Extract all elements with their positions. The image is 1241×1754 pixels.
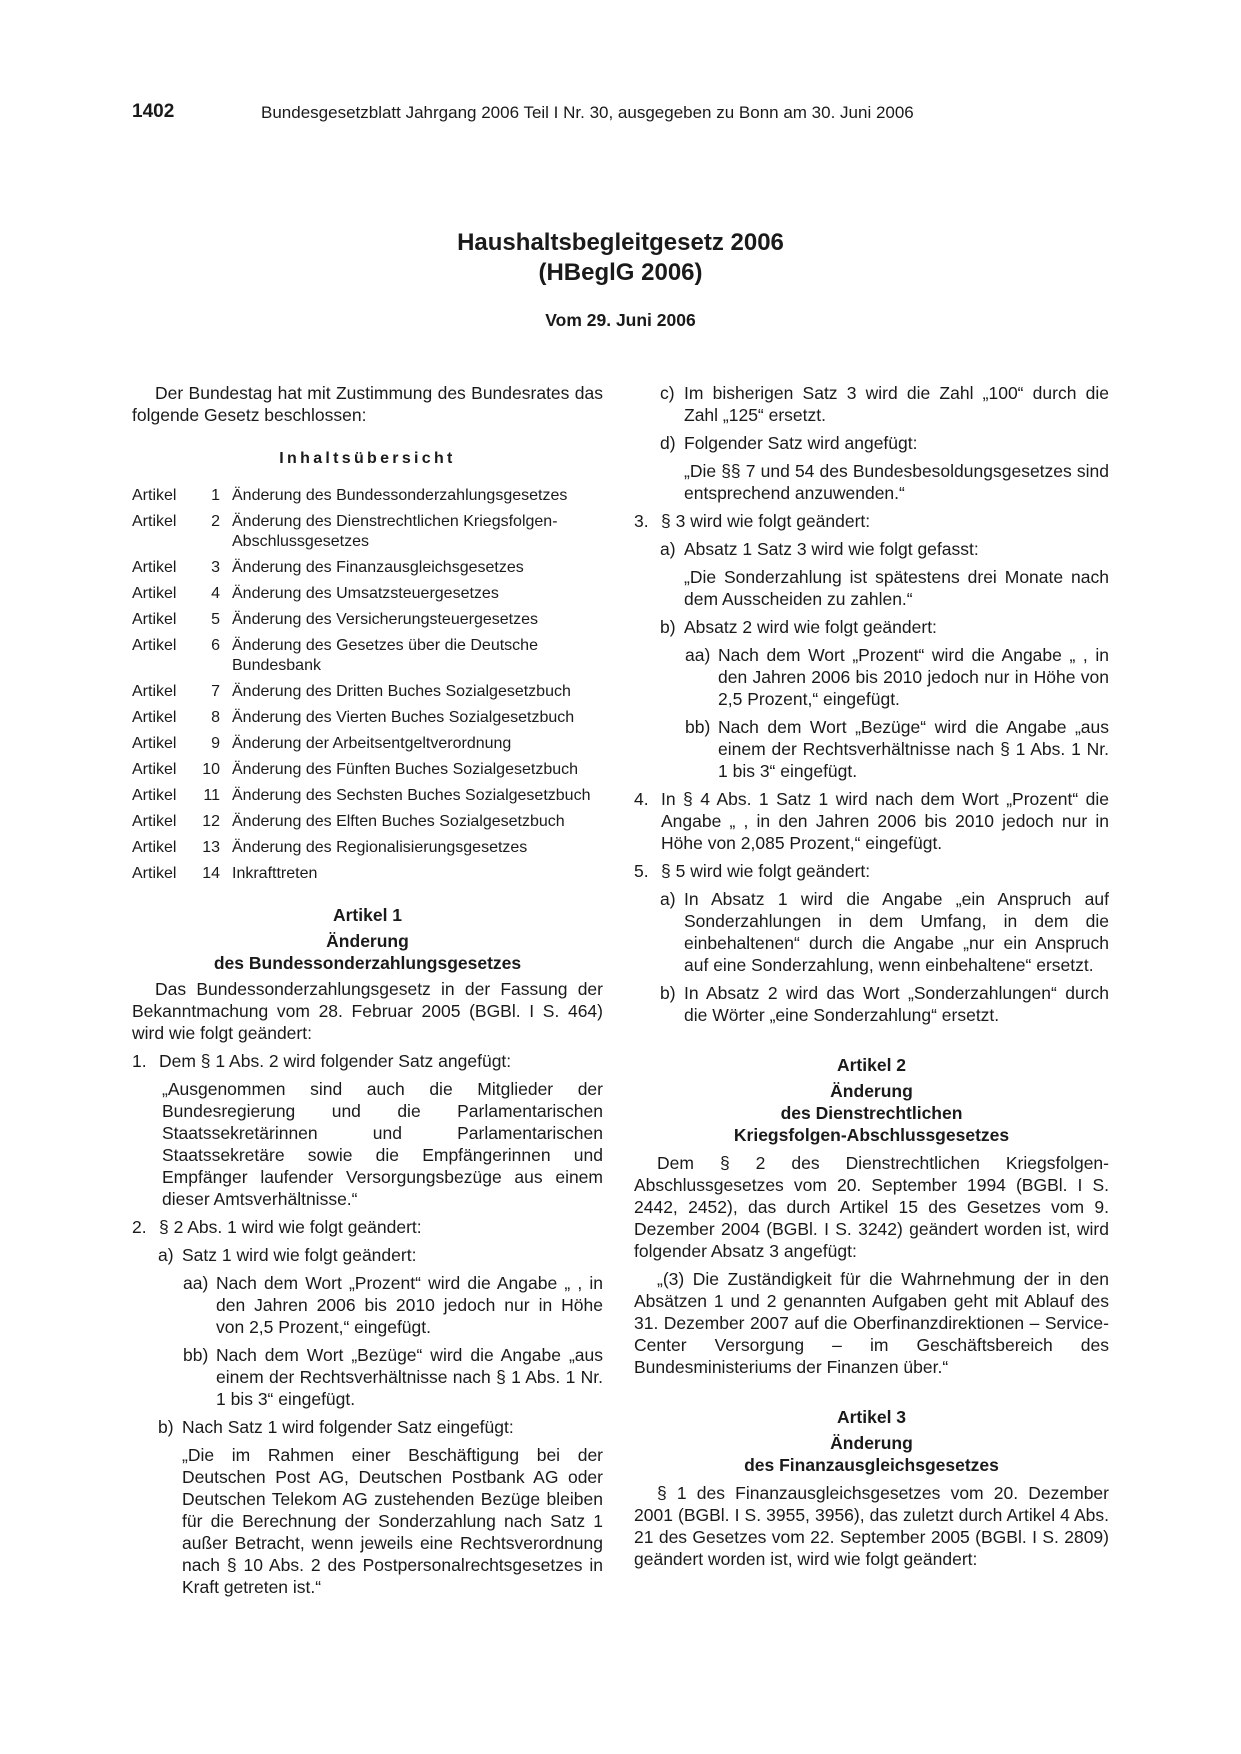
list-item: bb) Nach dem Wort „Bezüge“ wird die Angabe „aus einem der Rechtsverhältnisse nach § 1 Abs. 1 Nr. 1 bis 3“ eingefügt. [183,1345,603,1409]
list-item: b) Nach Satz 1 wird folgender Satz eingefügt: [158,1417,514,1437]
toc-entry [132,584,603,604]
quoted-text: „Die Sonderzahlung ist spätestens drei Monate nach dem Ausscheiden zu zahlen.“ [684,567,1109,609]
art1-heading: des Bundessonderzahlungsgesetzes [213,953,522,973]
art2-heading: des Dienstrechtlichen [780,1103,963,1123]
toc-entry [132,838,603,858]
toc-article-word: Artikel [132,839,177,856]
toc-article-title: Änderung des Elften Buches Sozialgesetzbuch [232,813,565,830]
art2-quote: „(3) Die Zuständigkeit für die Wahrnehmung der in den Absätzen 1 und 2 genannten Aufgaben geht mit Ablauf des 31. Dezember 2007 auf die Oberfinanzdirektionen – Service-Center Versorgung – im Geschäftsbereich des Bundesministeriums der Finanzen über.“ [634,1269,1109,1377]
art3-intro: § 1 des Finanzausgleichsgesetzes vom 20. Dezember 2001 (BGBl. I S. 3955, 3956), das zuletzt durch Artikel 4 Abs. 21 des Gesetzes vom 22. September 2005 (BGBl. I S. 2809) geändert worden ist, wird wie folgt geändert: [634,1483,1109,1569]
art2-label: Artikel 2 [836,1055,907,1075]
toc-entry [132,610,603,630]
list-item: a) In Absatz 1 wird die Angabe „ein Anspruch auf Sonderzahlungen in dem Umfang, in dem die einbehaltenen“ durch die Angabe „nur ein Anspruch auf eine Sonderzahlung, wenn einbehaltene“ ersetzt. [660,889,1109,975]
toc-entry [132,558,603,578]
toc-article-number: 13 [202,839,220,856]
list-item: 4. In § 4 Abs. 1 Satz 1 wird nach dem Wort „Prozent“ die Angabe „ , in den Jahren 2006 bis 2010 jedoch nur in Höhe von 2,085 Prozent,“ eingefügt. [634,789,1109,853]
list-item: aa) Nach dem Wort „Prozent“ wird die Angabe „ , in den Jahren 2006 bis 2010 jedoch nur in Höhe von 2,5 Prozent,“ eingefügt. [183,1273,603,1337]
list-item: 5. § 5 wird wie folgt geändert: [634,861,871,881]
toc-heading: Inhaltsübersicht [279,450,456,467]
toc-article-number: 9 [211,735,220,752]
toc-article-title: Änderung des Finanzausgleichsgesetzes [232,559,524,576]
toc-list [132,486,603,884]
toc-article-title: Änderung der Arbeitsentgeltverordnung [232,735,512,752]
toc-article-word: Artikel [132,611,177,628]
document-date: Vom 29. Juni 2006 [545,310,696,330]
toc-article-word: Artikel [132,585,177,602]
art3-label: Artikel 3 [836,1407,907,1427]
art3-heading: des Finanzausgleichsgesetzes [744,1455,999,1475]
list-item: d) Folgender Satz wird angefügt: [660,433,918,453]
toc-article-word: Artikel [132,709,177,726]
toc-article-word: Artikel [132,513,177,530]
toc-article-number: 1 [211,487,220,504]
toc-entry [132,708,603,728]
toc-article-word: Artikel [132,865,177,882]
toc-article-word: Artikel [132,559,177,576]
page-header [132,101,1109,127]
toc-article-title: Änderung des Sechsten Buches Sozialgesetzbuch [232,787,591,804]
toc-article-title: Änderung des Dritten Buches Sozialgesetzbuch [232,683,571,700]
list-item: 3. § 3 wird wie folgt geändert: [634,511,871,531]
toc-entry [132,682,603,702]
toc-article-title: Änderung des Bundessonderzahlungsgesetzes [232,487,568,504]
toc-article-number: 11 [203,787,220,804]
toc-article-title: Inkrafttreten [232,865,318,882]
toc-article-word: Artikel [132,487,177,504]
art1-intro: Das Bundessonderzahlungsgesetz in der Fassung der Bekanntmachung vom 28. Februar 2005 (BGBl. I S. 464) wird wie folgt geändert: [132,979,603,1043]
toc-entry [132,512,603,552]
toc-article-number: 3 [211,559,220,576]
page-number: 1402 [132,101,175,122]
toc-article-number: 7 [211,683,220,700]
toc-article-word: Artikel [132,761,177,778]
list-item: 1. Dem § 1 Abs. 2 wird folgender Satz angefügt: [132,1051,512,1071]
title-line: Haushaltsbegleitgesetz 2006 [457,229,784,256]
toc-article-number: 12 [202,813,220,830]
toc-article-title: Änderung des Versicherungsteuergesetzes [232,611,538,628]
list-item: a) Absatz 1 Satz 3 wird wie folgt gefasst: [660,539,979,559]
toc-article-word: Artikel [132,813,177,830]
toc-article-title: Änderung des Dienstrechtlichen Kriegsfolgen-Abschlussgesetzes [232,513,558,550]
art2-intro: Dem § 2 des Dienstrechtlichen Kriegsfolgen-Abschlussgesetzes vom 20. September 1994 (BGBl. I S. 2442, 2452), das durch Artikel 15 des Gesetzes vom 9. Dezember 2004 (BGBl. I S. 3242) geändert worden ist, wird folgender Absatz 3 angefügt: [634,1153,1109,1261]
art1-label: Artikel 1 [332,905,403,925]
toc-article-word: Artikel [132,787,177,804]
list-item: b) Absatz 2 wird wie folgt geändert: [660,617,937,637]
art2-heading: Kriegsfolgen-Abschlussgesetzes [733,1125,1010,1145]
toc-article-word: Artikel [132,735,177,752]
list-item: bb) Nach dem Wort „Bezüge“ wird die Angabe „aus einem der Rechtsverhältnisse nach § 1 Abs. 1 Nr. 1 bis 3“ eingefügt. [685,717,1109,781]
toc-article-number: 8 [211,709,220,726]
publication-line: Bundesgesetzblatt Jahrgang 2006 Teil I Nr. 30, ausgegeben zu Bonn am 30. Juni 2006 [261,103,914,122]
quoted-text: „Ausgenommen sind auch die Mitglieder der Bundesregierung und die Parlamentarischen Staatssekretärinnen und Parlamentarischen Staatssekretäre sowie die Empfängerinnen und Empfänger laufender Versorgungsbezüge aus einem dieser Amtsverhältnisse.“ [162,1079,603,1209]
toc-article-title: Änderung des Vierten Buches Sozialgesetzbuch [232,709,575,726]
title-abbreviation: (HBeglG 2006) [538,259,703,286]
list-item: a) Satz 1 wird wie folgt geändert: [158,1245,417,1265]
toc-article-number: 4 [211,585,220,602]
toc-article-number: 2 [211,513,220,530]
list-item: aa) Nach dem Wort „Prozent“ wird die Angabe „ , in den Jahren 2006 bis 2010 jedoch nur in Höhe von 2,5 Prozent,“ eingefügt. [685,645,1109,709]
toc-article-word: Artikel [132,637,177,654]
right-column [634,382,1109,1570]
toc-entry [132,812,603,832]
list-item: 2. § 2 Abs. 1 wird wie folgt geändert: [132,1217,422,1237]
toc-article-number: 14 [202,865,220,882]
toc-article-number: 6 [211,637,220,654]
art3-heading: Änderung [830,1433,913,1453]
toc-article-title: Änderung des Umsatzsteuergesetzes [232,585,499,602]
toc-article-number: 10 [202,761,220,778]
list-item: c) Im bisherigen Satz 3 wird die Zahl „100“ durch die Zahl „125“ ersetzt. [660,383,1109,425]
toc-entry [132,786,603,806]
art1-heading: Änderung [326,931,409,951]
toc-article-title: Änderung des Gesetzes über die Deutsche Bundesbank [232,637,538,674]
toc-entry [132,760,603,780]
toc-article-number: 5 [211,611,220,628]
toc-entry [132,636,603,676]
toc-entry [132,486,603,506]
document-title [0,228,1241,288]
list-item: b) In Absatz 2 wird das Wort „Sonderzahlungen“ durch die Wörter „eine Sonderzahlung“ ersetzt. [660,983,1109,1025]
left-column [132,382,603,1598]
toc-article-word: Artikel [132,683,177,700]
toc-article-title: Änderung des Regionalisierungsgesetzes [232,839,528,856]
toc-entry [132,734,603,754]
preamble: Der Bundestag hat mit Zustimmung des Bundesrates das folgende Gesetz beschlossen: [132,383,603,425]
quoted-text: „Die §§ 7 und 54 des Bundesbesoldungsgesetzes sind entsprechend anzuwenden.“ [684,461,1109,503]
toc-entry [132,864,603,884]
toc-article-title: Änderung des Fünften Buches Sozialgesetzbuch [232,761,579,778]
art2-heading: Änderung [830,1081,913,1101]
quoted-text: „Die im Rahmen einer Beschäftigung bei der Deutschen Post AG, Deutschen Postbank AG oder Deutschen Telekom AG zustehenden Bezüge bleiben für die Berechnung der Sonderzahlung nach Satz 1 außer Betracht, wenn jeweils eine Rechtsverordnung nach § 10 Abs. 2 des Postpersonalrechtsgesetzes in Kraft getreten ist.“ [182,1445,603,1597]
